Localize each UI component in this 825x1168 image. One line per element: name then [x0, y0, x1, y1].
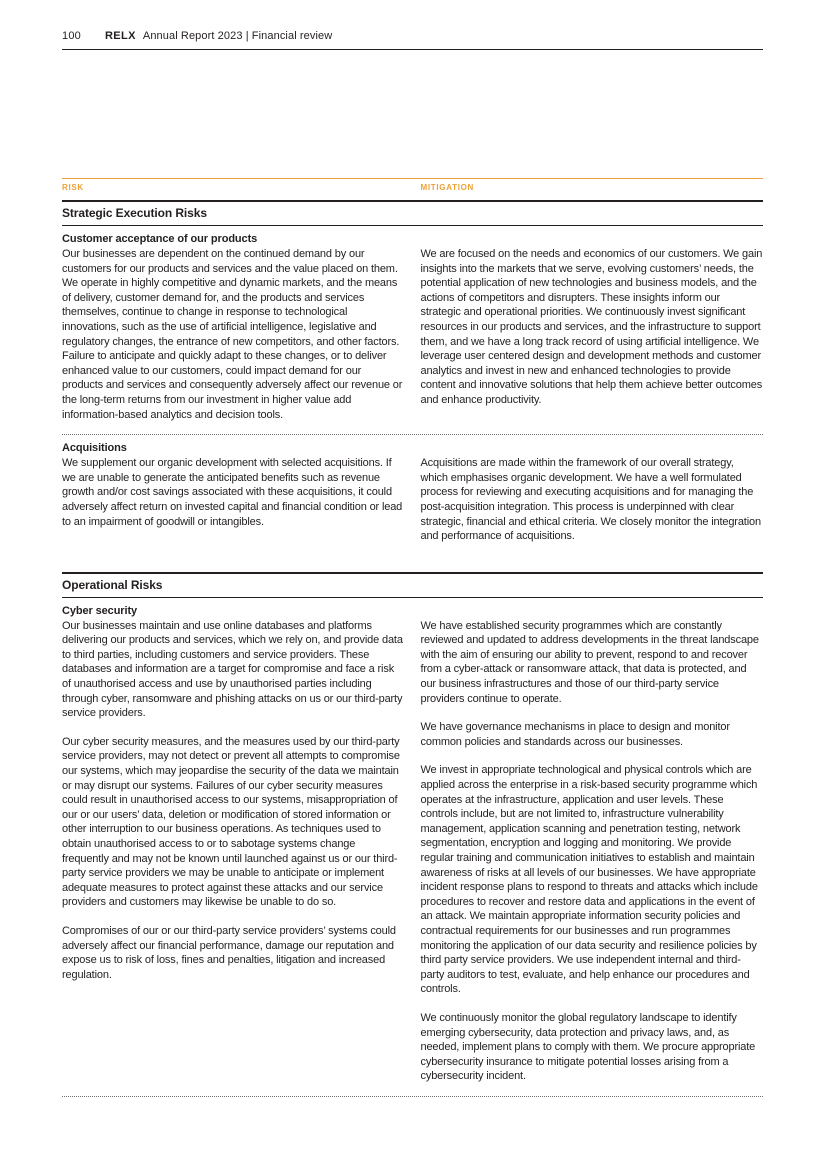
- mitigation-paragraph: We continuously monitor the global regulatory landscape to identify emerging cybersecurity, data protection and privacy laws, and, as needed, implement plans to comply with them. We procure appropriate cybersecurity insurance to mitigate potential losses arising from a cybersecurity incident.: [420, 1011, 756, 1083]
- risk-cell: [62, 619, 405, 1084]
- mitigation-paragraph: We have established security programmes which are constantly reviewed and updated to address developments in the threat landscape with the aim of ensuring our ability to prevent, respond to and recover from a cyber-attack or ransomware attack, that data is protected, and our business infrastructures and those of our third-party service providers continue to operate.: [420, 619, 759, 705]
- mitigation-paragraph: Acquisitions are made within the framework of our overall strategy, which emphasises organic development. We have a well formulated process for reviewing and executing acquisitions and for managing the post-acquisition integration. This process is underpinned with clear strategic, financial and ethical criteria. We closely monitor the integration and performance of acquisitions.: [420, 457, 761, 543]
- risk-row-cyber-security: [62, 598, 763, 1097]
- risk-cell: [62, 456, 405, 544]
- mitigation-cell: [421, 456, 764, 544]
- page-header: [62, 0, 763, 50]
- report-title: Annual Report 2023 | Financial review: [142, 30, 333, 42]
- risk-paragraph: Our businesses maintain and use online databases and platforms delivering our products and services, which we rely on, and provide data to third parties, including customers and service providers. These databases and information are a target for compromise and face a risk of unauthorised access and use by unauthorised parties including through cyber, ransomware and phishing attacks on us or our third-party service providers.: [62, 619, 403, 720]
- risk-paragraph: Compromises of our or our third-party service providers’ systems could adversely affect our financial performance, damage our reputation and expose us to risk of loss, fines and penalties, litigation and increased regulation.: [62, 924, 396, 981]
- risk-paragraph: We supplement our organic development with selected acquisitions. If we are unable to generate the anticipated benefits such as revenue growth and/or cost savings associated with these acquisitions, it could adversely affect return on invested capital and financial condition or lead to an impairment of goodwill or intangibles.: [62, 457, 403, 528]
- row-title: Acquisitions: [62, 442, 127, 455]
- mitigation-paragraph: We invest in appropriate technological and physical controls which are applied across the enterprise in a risk-based security programme which operates at the infrastructure, application and user levels. These controls include, but are not limited to, infrastructure vulnerability management, application scanning and penetration testing, network segmentation, encryption and logging and monitoring. We provide regular training and communication initiatives to establish and maintain awareness of risks at all levels of our businesses. We have appropriate incident response plans to respond to threats and attacks which include procedures to recover and restore data and applications in the event of an attack. We maintain appropriate information security policies and contractual requirements for our businesses and run programmes monitoring the application of our data security and resilience policies by third party service providers. We use independent internal and third-party auditors to test, evaluate, and help enhance our procedures and controls.: [420, 764, 758, 996]
- section-heading-strategic-execution-risks: Strategic Execution Risks: [62, 200, 763, 226]
- risk-paragraph: Our businesses are dependent on the continued demand by our customers for our products and services and the value placed on them. We operate in highly competitive and dynamic markets, and the means of delivery, customer demand for, and the products and services themselves, continue to change in response to technological innovations, such as the use of artificial intelligence, legislative and regulatory changes, the entrance of new competitors, and other factors. Failure to anticipate and quickly adapt to these changes, or to deliver enhanced value to our customers, could impact demand for our products and services and consequently adversely affect our revenue or the long-term returns from our investment in higher value add information-based analytics and decision tools.: [62, 248, 403, 421]
- row-columns: [62, 247, 763, 422]
- row-columns: [62, 456, 763, 544]
- risk-cell: [62, 247, 405, 422]
- row-title: Cyber security: [62, 604, 138, 617]
- column-header-mitigation: MITIGATION: [420, 183, 475, 192]
- column-header-row: [62, 178, 763, 192]
- page-number: 100: [62, 30, 81, 42]
- brand-wordmark: RELX: [104, 30, 136, 42]
- risk-mitigation-table: [62, 178, 763, 1097]
- row-title: Customer acceptance of our products: [62, 233, 258, 245]
- risk-paragraph: Our cyber security measures, and the measures used by our third-party service providers, may not detect or prevent all attempts to compromise our systems, which may jeopardise the security of the data we maintain or may disrupt our systems. Failures of our cyber security measures could result in unauthorised access to our systems, misappropriation of our or our users’ data, deletion or modification of stored information or other interruption to our business operations. As techniques used to obtain unauthorised access to or to sabotage systems change frequently and may not be known until launched against us or our third-party service providers we may be unable to anticipate or implement adequate measures to protect against these attacks and our service providers and customers may likewise be unable to do so.: [62, 735, 400, 909]
- mitigation-cell: [421, 619, 764, 1084]
- risk-row-acquisitions: [62, 435, 763, 556]
- mitigation-paragraph: We have governance mechanisms in place to design and monitor common policies and standards across our businesses.: [420, 721, 730, 748]
- mitigation-paragraph: We are focused on the needs and economics of our customers. We gain insights into the markets that we serve, evolving customers’ needs, the potential application of new technologies and business models, and the actions of competitors and disrupters. These insights inform our strategic and operational priorities. We continuously invest significant resources in our products and services, and the infrastructure to support them, and we have a long track record of using artificial intelligence. We leverage user centered design and development methods and customer analytics and invest in new and enhanced technologies to provide content and innovative solutions that help them achieve better outcomes and enhance productivity.: [420, 248, 763, 406]
- column-header-risk: RISK: [62, 183, 84, 192]
- row-columns: [62, 619, 763, 1084]
- mitigation-cell: [421, 247, 764, 422]
- risk-row-customer-acceptance: [62, 226, 763, 435]
- section-heading-operational-risks: Operational Risks: [62, 572, 763, 598]
